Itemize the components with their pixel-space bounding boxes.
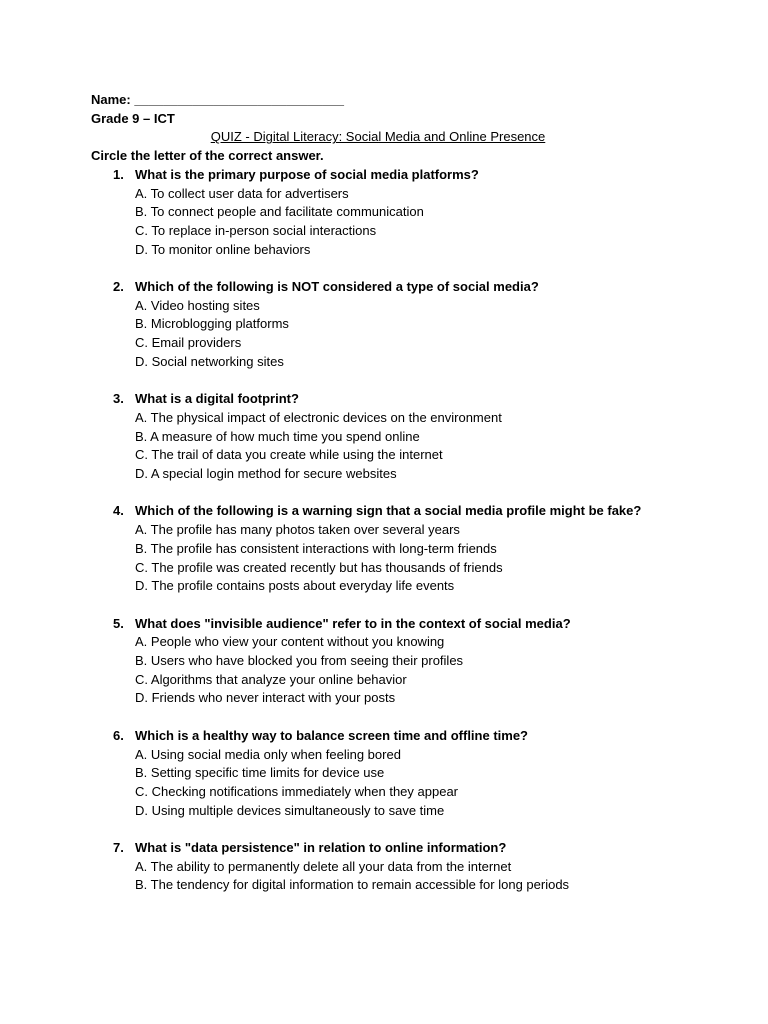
answer-option: D. A special login method for secure websites [135, 466, 397, 482]
question-5 [91, 615, 691, 727]
question-number: 2. [113, 279, 124, 295]
question-text: What is a digital footprint? [135, 391, 299, 407]
question-stem [113, 166, 691, 185]
question-7 [91, 839, 691, 895]
name-blank: _____________________________ [134, 92, 345, 107]
question-spacer [91, 596, 691, 615]
answer-option: D. Using multiple devices simultaneously to save time [135, 802, 445, 818]
question-text: Which of the following is NOT considered a type of social media? [135, 279, 539, 295]
question-number: 6. [113, 727, 124, 743]
answer-option: D. Friends who never interact with your posts [135, 690, 396, 706]
answer-option: D. The profile contains posts about everyday life events [135, 578, 455, 594]
answer-option: B. The tendency for digital information to remain accessible for long periods [135, 877, 570, 893]
question-stem [113, 502, 691, 521]
question-spacer [91, 820, 691, 839]
question-number: 4. [113, 503, 124, 519]
answer-option: B. A measure of how much time you spend online [135, 428, 420, 444]
answer-option: D. Social networking sites [135, 353, 284, 369]
answer-option: A. Using social media only when feeling bored [135, 746, 401, 762]
question-number: 5. [113, 615, 124, 631]
question-4 [91, 502, 691, 614]
question-stem [113, 278, 691, 297]
answer-option: B. Users who have blocked you from seeing their profiles [135, 653, 464, 669]
answer-option: B. To connect people and facilitate communication [135, 204, 424, 220]
name-line [91, 91, 691, 110]
question-spacer [91, 484, 691, 503]
answer-option: A. The profile has many photos taken over several years [135, 522, 460, 538]
answer-option: C. Algorithms that analyze your online behavior [135, 671, 407, 687]
name-label: Name: [91, 92, 135, 107]
question-3 [91, 390, 691, 502]
answer-option: C. To replace in-person social interactions [135, 222, 377, 238]
instructions: Circle the letter of the correct answer. [91, 148, 324, 164]
answer-option: D. To monitor online behaviors [135, 241, 311, 257]
question-number: 7. [113, 840, 124, 856]
answer-option: A. The physical impact of electronic devices on the environment [135, 409, 502, 425]
quiz-title: QUIZ - Digital Literacy: Social Media and Online Presence [210, 129, 546, 145]
question-spacer [91, 372, 691, 391]
question-text: Which is a healthy way to balance screen time and offline time? [135, 727, 528, 743]
question-number: 3. [113, 391, 124, 407]
question-stem [113, 615, 691, 634]
answer-option: A. Video hosting sites [135, 297, 260, 313]
question-spacer [91, 708, 691, 727]
question-text: What does "invisible audience" refer to in the context of social media? [135, 615, 571, 631]
quiz-document [91, 91, 691, 895]
answer-option: B. Microblogging platforms [135, 316, 289, 332]
answer-option: C. The profile was created recently but has thousands of friends [135, 559, 503, 575]
question-text: Which of the following is a warning sign that a social media profile might be fake? [135, 503, 642, 519]
question-list [91, 166, 691, 895]
answer-option: C. The trail of data you create while using the internet [135, 447, 443, 463]
question-number: 1. [113, 166, 124, 182]
answer-option: B. The profile has consistent interactions with long-term friends [135, 540, 497, 556]
question-2 [91, 278, 691, 390]
answer-option: A. People who view your content without you knowing [135, 634, 445, 650]
question-text: What is "data persistence" in relation to online information? [135, 840, 507, 856]
answer-option: B. Setting specific time limits for device use [135, 765, 385, 781]
question-stem [113, 839, 691, 858]
question-1 [91, 166, 691, 278]
question-text: What is the primary purpose of social media platforms? [135, 166, 479, 182]
answer-option: A. To collect user data for advertisers [135, 185, 349, 201]
answer-option: C. Checking notifications immediately when they appear [135, 783, 459, 799]
grade-line: Grade 9 – ICT [91, 110, 175, 126]
question-spacer [91, 259, 691, 278]
question-stem [113, 727, 691, 746]
answer-option: A. The ability to permanently delete all your data from the internet [135, 858, 512, 874]
answer-option: C. Email providers [135, 335, 242, 351]
question-6 [91, 727, 691, 839]
question-stem [113, 390, 691, 409]
